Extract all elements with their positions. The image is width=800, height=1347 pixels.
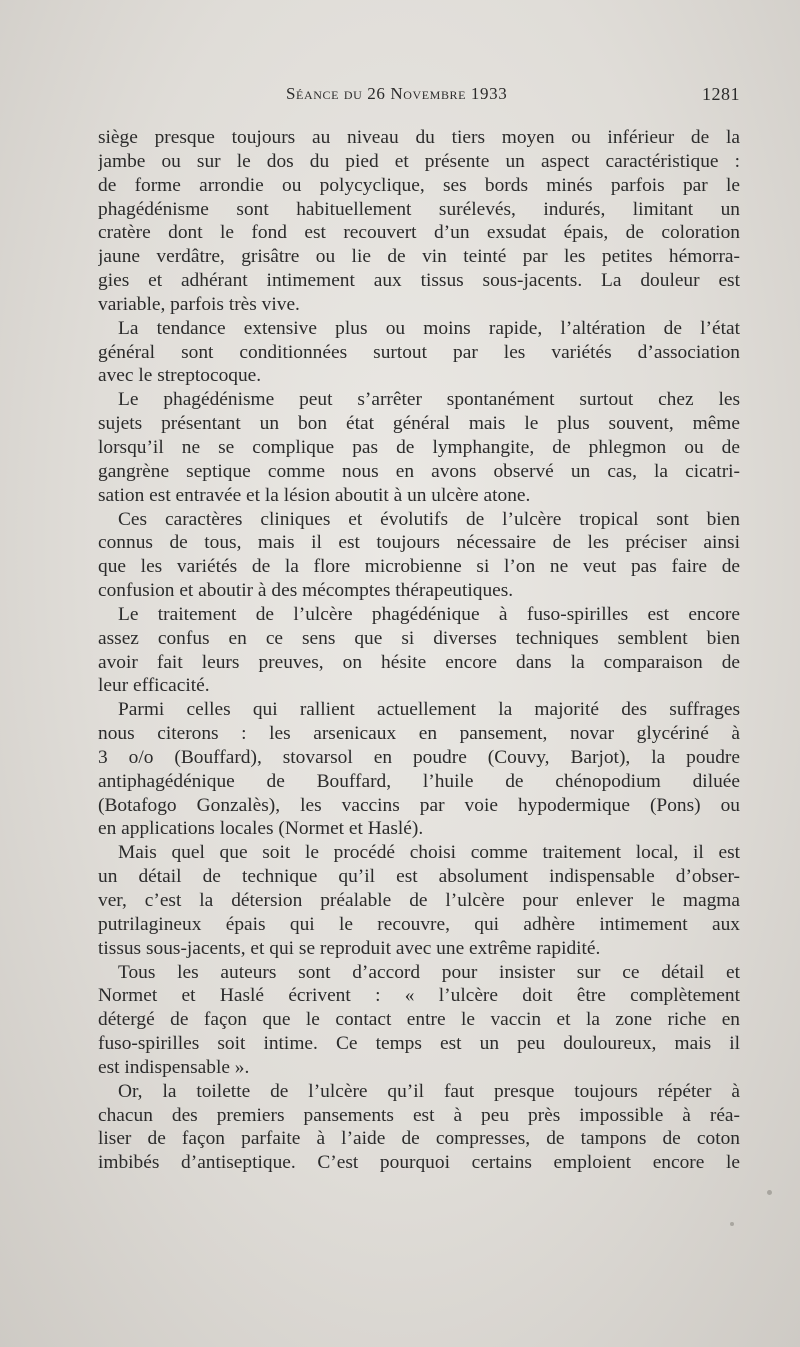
text-line: variable, parfois très vive. [98, 293, 300, 315]
text-line: nous citerons : les arsenicaux en pansement, novar glycériné à [98, 723, 740, 745]
text-line: leur efficacité. [98, 675, 210, 697]
running-header [98, 84, 740, 114]
text-line: liser de façon parfaite à l’aide de compresses, de tampons de coton [98, 1128, 740, 1150]
text-line: Le traitement de l’ulcère phagédénique à fuso-spirilles est encore [118, 603, 740, 625]
text-line: jambe ou sur le dos du pied et présente un aspect caractéristique : [98, 150, 740, 172]
text-line: jaune verdâtre, grisâtre ou lie de vin teinté par les petites hémorra- [98, 246, 740, 268]
text-line: fuso-spirilles soit intime. Ce temps est un peu douloureux, mais il [98, 1033, 740, 1055]
text-line: sation est entravée et la lésion aboutit à un ulcère atone. [98, 484, 531, 506]
text-line: avec le streptocoque. [98, 365, 262, 387]
text-line: confusion et aboutir à des mécomptes thérapeutiques. [98, 580, 514, 602]
text-line: chacun des premiers pansements est à peu près impossible à réa- [98, 1104, 740, 1126]
text-line: lorsqu’il ne se complique pas de lymphangite, de phlegmon ou de [98, 436, 740, 458]
running-title: Séance du 26 Novembre 1933 [286, 84, 508, 103]
text-line: assez confus en ce sens que si diverses techniques semblent bien [98, 627, 740, 649]
text-line: général sont conditionnées surtout par les variétés d’association [98, 341, 740, 363]
paper-speck [767, 1190, 772, 1195]
page-number: 1281 [702, 84, 740, 104]
text-line: détergé de façon que le contact entre le vaccin et la zone riche en [98, 1009, 740, 1031]
text-line: un détail de technique qu’il est absolument indispensable d’obser- [98, 866, 740, 888]
text-line: phagédénisme sont habituellement surélevés, indurés, limitant un [98, 198, 740, 220]
text-line: que les variétés de la flore microbienne si l’on ne veut pas faire de [98, 556, 740, 578]
text-line: tissus sous-jacents, et qui se reproduit avec une extrême rapidité. [98, 937, 601, 959]
text-line: antiphagédénique de Bouffard, l’huile de chénopodium diluée [98, 770, 740, 792]
text-line: de forme arrondie ou polycyclique, ses bords minés parfois par le [98, 174, 740, 196]
body-text [98, 126, 740, 1175]
text-line: cratère dont le fond est recouvert d’un exsudat épais, de coloration [98, 222, 740, 244]
text-line: Mais quel que soit le procédé choisi comme traitement local, il est [118, 842, 740, 864]
text-line: Tous les auteurs sont d’accord pour insister sur ce détail et [118, 961, 740, 983]
text-line: Or, la toilette de l’ulcère qu’il faut presque toujours répéter à [118, 1080, 740, 1102]
text-line: siège presque toujours au niveau du tiers moyen ou inférieur de la [98, 127, 740, 148]
text-line: avoir fait leurs preuves, on hésite encore dans la comparaison de [98, 651, 740, 673]
text-line: en applications locales (Normet et Haslé). [98, 818, 424, 840]
text-line: sujets présentant un bon état général mais le plus souvent, même [98, 413, 740, 435]
text-line: 3 o/o (Bouffard), stovarsol en poudre (Couvy, Barjot), la poudre [98, 746, 740, 768]
text-line: gies et adhérant intimement aux tissus sous-jacents. La douleur est [98, 270, 740, 292]
text-line: imbibés d’antiseptique. C’est pourquoi certains emploient encore le [98, 1152, 740, 1174]
text-line: est indispensable ». [98, 1056, 250, 1078]
text-line: connus de tous, mais il est toujours nécessaire de les préciser ainsi [98, 532, 740, 554]
text-line: Le phagédénisme peut s’arrêter spontanément surtout chez les [118, 389, 740, 411]
paper-speck [730, 1222, 734, 1226]
text-line: Normet et Haslé écrivent : « l’ulcère doit être complètement [98, 985, 740, 1007]
text-line: Ces caractères cliniques et évolutifs de l’ulcère tropical sont bien [118, 508, 740, 530]
text-line: La tendance extensive plus ou moins rapide, l’altération de l’état [118, 317, 740, 339]
text-line: Parmi celles qui rallient actuellement la majorité des suffrages [118, 699, 740, 721]
text-line: (Botafogo Gonzalès), les vaccins par voie hypodermique (Pons) ou [98, 794, 740, 816]
text-line: gangrène septique comme nous en avons observé un cas, la cicatri- [98, 460, 740, 482]
text-line: putrilagineux épais qui le recouvre, qui adhère intimement aux [98, 913, 740, 935]
text-line: ver, c’est la détersion préalable de l’ulcère pour enlever le magma [98, 890, 740, 911]
